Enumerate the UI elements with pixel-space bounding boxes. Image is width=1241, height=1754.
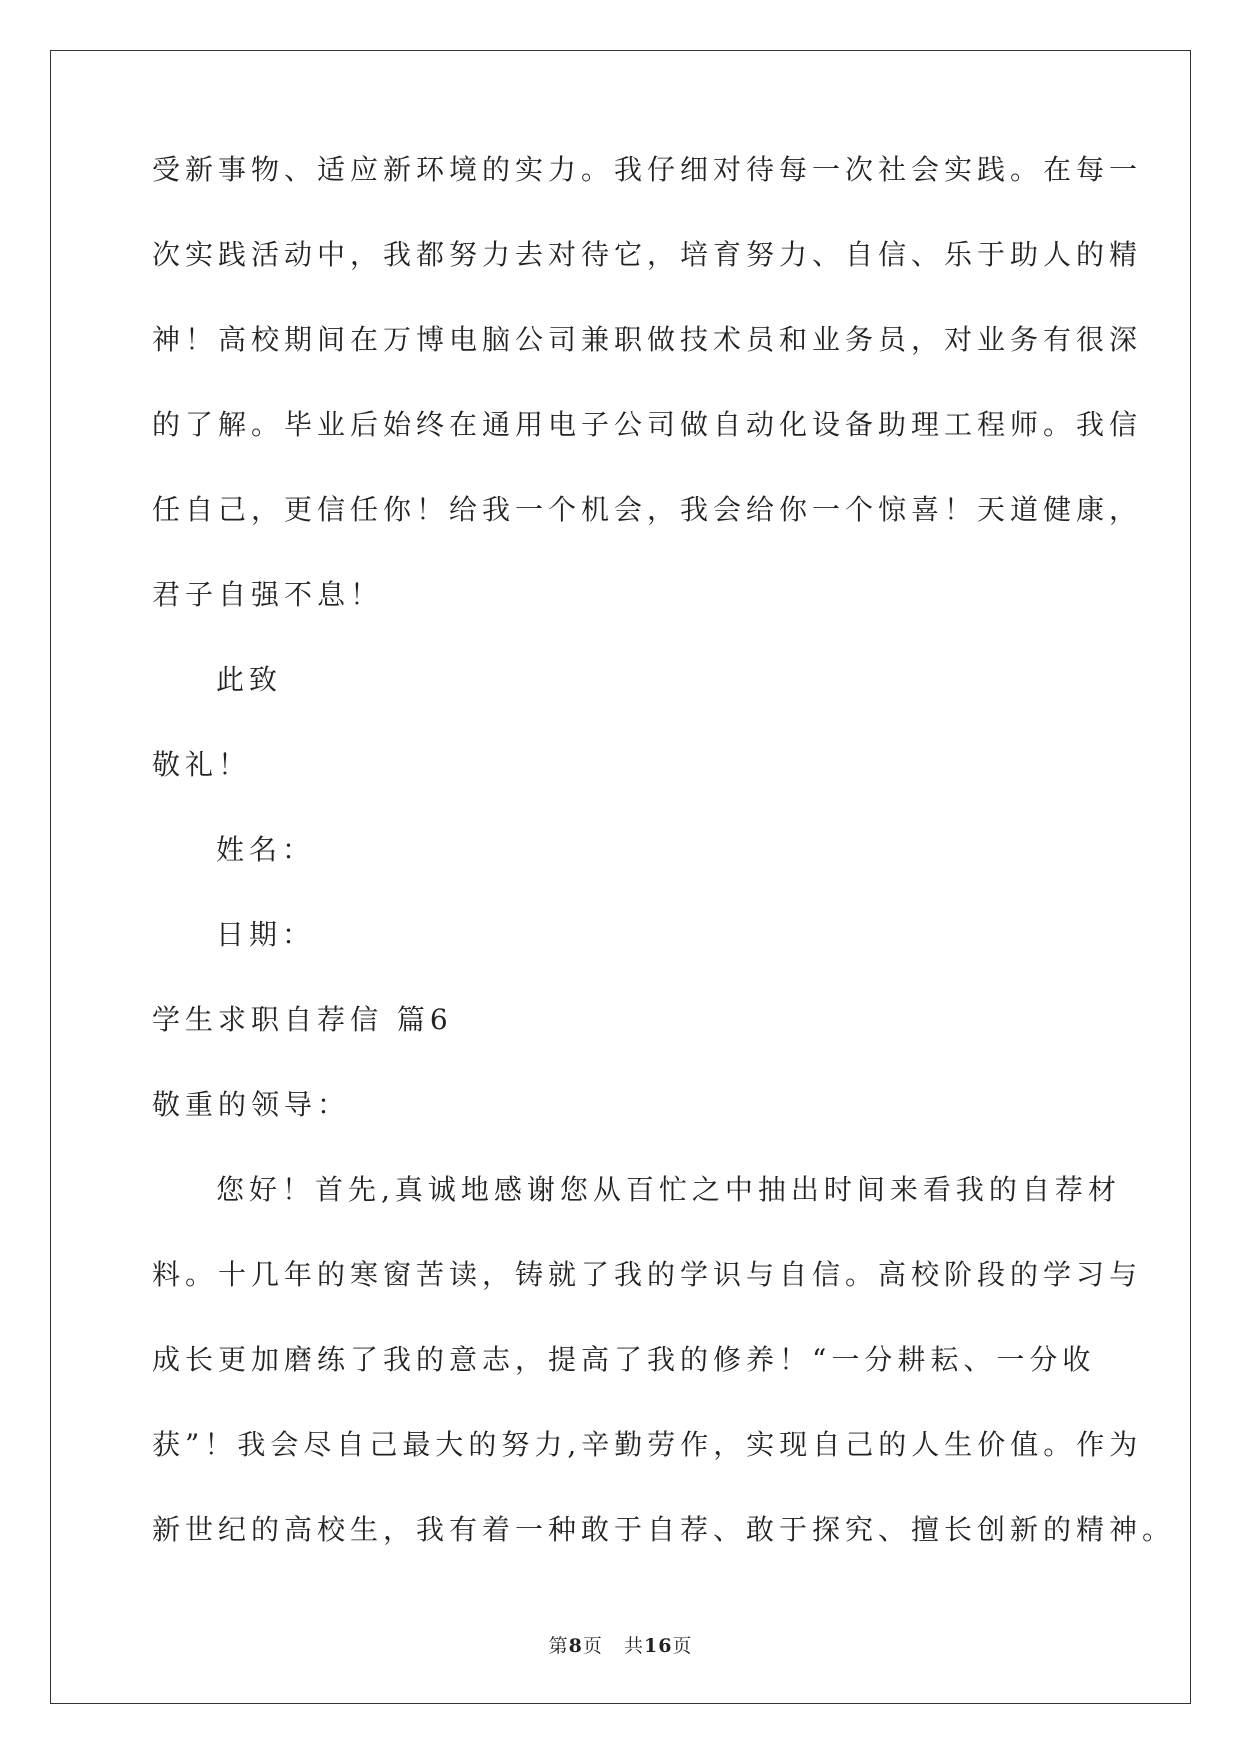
footer-prefix: 第 bbox=[548, 1635, 569, 1657]
footer-total-prefix: 共 bbox=[623, 1635, 644, 1657]
text-line: 料。十几年的寒窗苦读，铸就了我的学识与自信。高校阶段的学习与 bbox=[152, 1258, 1143, 1291]
text-line: 学生求职自荐信 篇6 bbox=[152, 1003, 453, 1036]
text-line: 君子自强不息！ bbox=[152, 578, 384, 611]
footer-page-unit: 页 bbox=[582, 1635, 603, 1657]
text-line: 您好！首先,真诚地感谢您从百忙之中抽出时间来看我的自荐材 bbox=[216, 1173, 1121, 1206]
text-line: 的了解。毕业后始终在通用电子公司做自动化设备助理工程师。我信 bbox=[152, 408, 1143, 441]
text-line: 敬重的领导： bbox=[152, 1088, 351, 1121]
page-footer bbox=[0, 1631, 1241, 1658]
text-line: 受新事物、适应新环境的实力。我仔细对待每一次社会实践。在每一 bbox=[152, 153, 1143, 186]
text-line: 日期： bbox=[216, 918, 316, 951]
total-page-number: 16 bbox=[643, 1635, 673, 1657]
text-line: 姓名： bbox=[216, 833, 316, 866]
document-body bbox=[152, 150, 1176, 1595]
text-line: 获”！我会尽自己最大的努力,辛勤劳作，实现自己的人生价值。作为 bbox=[152, 1428, 1143, 1461]
text-line: 任自己，更信任你！给我一个机会，我会给你一个惊喜！天道健康， bbox=[152, 493, 1143, 526]
text-line: 神！高校期间在万博电脑公司兼职做技术员和业务员，对业务有很深 bbox=[152, 323, 1143, 356]
text-line: 次实践活动中，我都努力去对待它，培育努力、自信、乐于助人的精 bbox=[152, 238, 1143, 271]
text-line: 敬礼！ bbox=[152, 748, 252, 781]
current-page-number: 8 bbox=[568, 1635, 583, 1657]
text-line: 成长更加磨练了我的意志，提高了我的修养！“一分耕耘、一分收 bbox=[152, 1343, 1096, 1376]
text-line: 此致 bbox=[216, 663, 283, 696]
footer-total-unit: 页 bbox=[672, 1635, 693, 1657]
text-line: 新世纪的高校生，我有着一种敢于自荐、敢于探究、擅长创新的精神。 bbox=[152, 1513, 1176, 1546]
